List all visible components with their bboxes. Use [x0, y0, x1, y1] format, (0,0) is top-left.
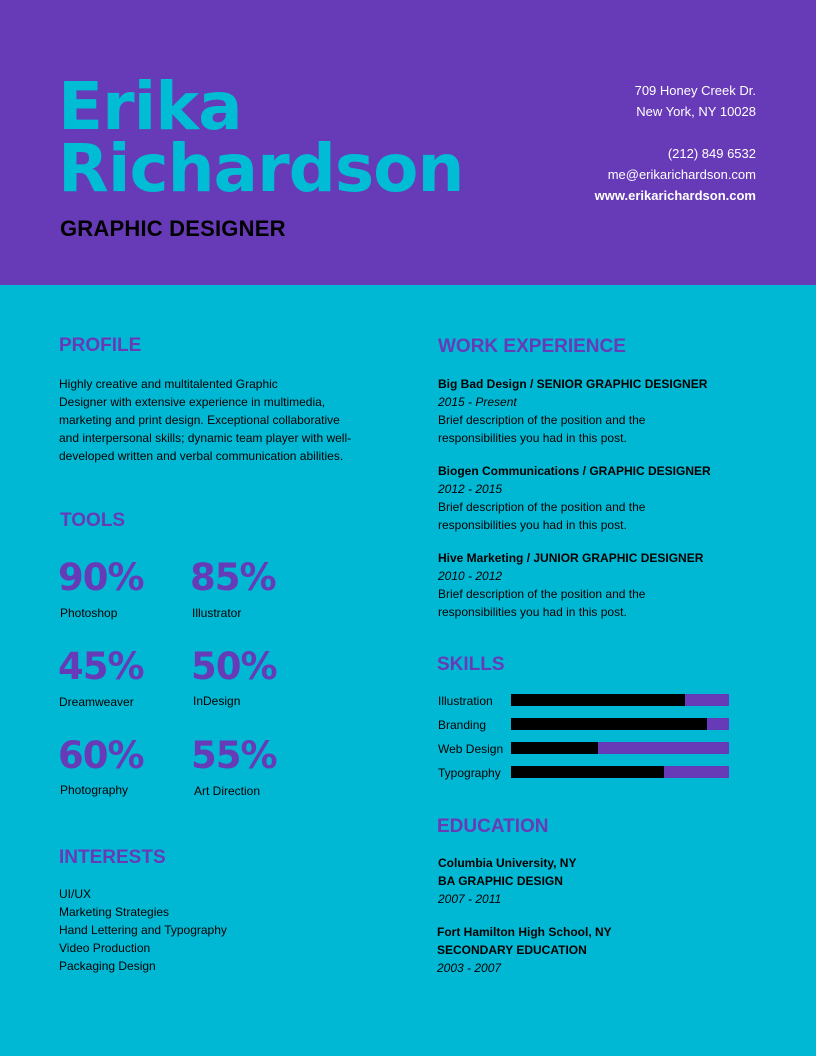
address-line2: New York, NY 10028	[636, 104, 756, 119]
tool-label: InDesign	[193, 694, 241, 708]
job-entry	[438, 462, 738, 534]
skill-fill	[511, 718, 707, 730]
profile-line: marketing and print design. Exceptional collaborative	[59, 413, 340, 427]
job-entry	[438, 549, 738, 621]
tool-label: Dreamweaver	[59, 695, 134, 709]
tool-label: Art Direction	[194, 784, 261, 798]
profile-line: Designer with extensive experience in multimedia,	[59, 395, 326, 409]
phone: (212) 849 6532	[667, 146, 756, 161]
profile-line: developed written and verbal communication abilities.	[59, 449, 344, 463]
job-description: Brief description of the position and the	[438, 413, 646, 427]
address-line1: 709 Honey Creek Dr.	[634, 83, 756, 98]
job-role: Biogen Communications / GRAPHIC DESIGNER	[438, 464, 711, 478]
skill-fill	[511, 694, 685, 706]
header-banner	[0, 0, 816, 285]
profile-title: PROFILE	[59, 335, 142, 356]
job-role: Hive Marketing / JUNIOR GRAPHIC DESIGNER	[438, 551, 704, 565]
job-dates: 2010 - 2012	[438, 569, 503, 583]
tool-label: Illustrator	[192, 606, 242, 620]
job-description: Brief description of the position and the	[438, 500, 646, 514]
tool-label: Photoshop	[60, 606, 118, 620]
job-description: responsibilities you had in this post.	[438, 605, 627, 619]
skills-title: SKILLS	[437, 654, 505, 675]
skill-bar	[511, 742, 729, 754]
job-title: GRAPHIC DESIGNER	[60, 216, 286, 241]
interest-item: UI/UX	[59, 887, 92, 901]
job-description: responsibilities you had in this post.	[438, 431, 627, 445]
skill-label: Branding	[438, 718, 487, 732]
profile-line: Highly creative and multitalented Graphic	[59, 377, 278, 391]
skill-bar	[511, 766, 729, 778]
education-entry	[437, 923, 612, 977]
skill-fill	[511, 766, 664, 778]
job-entry	[438, 375, 738, 447]
interest-item: Packaging Design	[59, 959, 156, 973]
interest-item: Video Production	[59, 941, 151, 955]
school-name: Columbia University, NY	[438, 856, 577, 870]
website-link[interactable]: www.erikarichardson.com	[594, 188, 756, 203]
education-entry	[438, 854, 576, 908]
work-title: WORK EXPERIENCE	[438, 336, 626, 357]
education-dates: 2007 - 2011	[438, 892, 502, 906]
tool-label: Photography	[60, 783, 129, 797]
skill-fill	[511, 742, 598, 754]
profile-text	[59, 375, 389, 465]
profile-line: and interpersonal skills; dynamic team player with well-	[59, 431, 352, 445]
job-dates: 2012 - 2015	[438, 482, 503, 496]
education-dates: 2003 - 2007	[437, 961, 502, 975]
school-name: Fort Hamilton High School, NY	[437, 925, 612, 939]
interests-list	[59, 885, 227, 975]
skill-bar	[511, 718, 729, 730]
last-name: Richardson	[58, 130, 464, 207]
interest-item: Hand Lettering and Typography	[59, 923, 227, 937]
tools-title: TOOLS	[60, 510, 126, 531]
skill-bar	[511, 694, 729, 706]
interest-item: Marketing Strategies	[59, 905, 170, 919]
tool-percent: 60%	[58, 734, 144, 777]
job-description: Brief description of the position and the	[438, 587, 646, 601]
skill-label: Web Design	[438, 742, 504, 756]
tool-percent: 90%	[58, 556, 144, 599]
job-dates: 2015 - Present	[438, 395, 517, 409]
interests-title: INTERESTS	[59, 847, 166, 868]
tool-percent: 50%	[191, 645, 277, 688]
tool-percent: 45%	[58, 645, 144, 688]
skill-label: Illustration	[438, 694, 493, 708]
candidate-name	[58, 68, 464, 207]
tool-percent: 85%	[190, 556, 276, 599]
job-role: Big Bad Design / SENIOR GRAPHIC DESIGNER	[438, 377, 708, 391]
contact-info	[595, 80, 756, 206]
job-description: responsibilities you had in this post.	[438, 518, 627, 532]
skill-label: Typography	[438, 766, 501, 780]
first-name: Erika	[58, 68, 242, 145]
tool-percent: 55%	[191, 734, 277, 777]
degree: BA GRAPHIC DESIGN	[438, 874, 563, 888]
email[interactable]: me@erikarichardson.com	[607, 167, 756, 182]
education-title: EDUCATION	[437, 816, 549, 837]
degree: SECONDARY EDUCATION	[437, 943, 587, 957]
